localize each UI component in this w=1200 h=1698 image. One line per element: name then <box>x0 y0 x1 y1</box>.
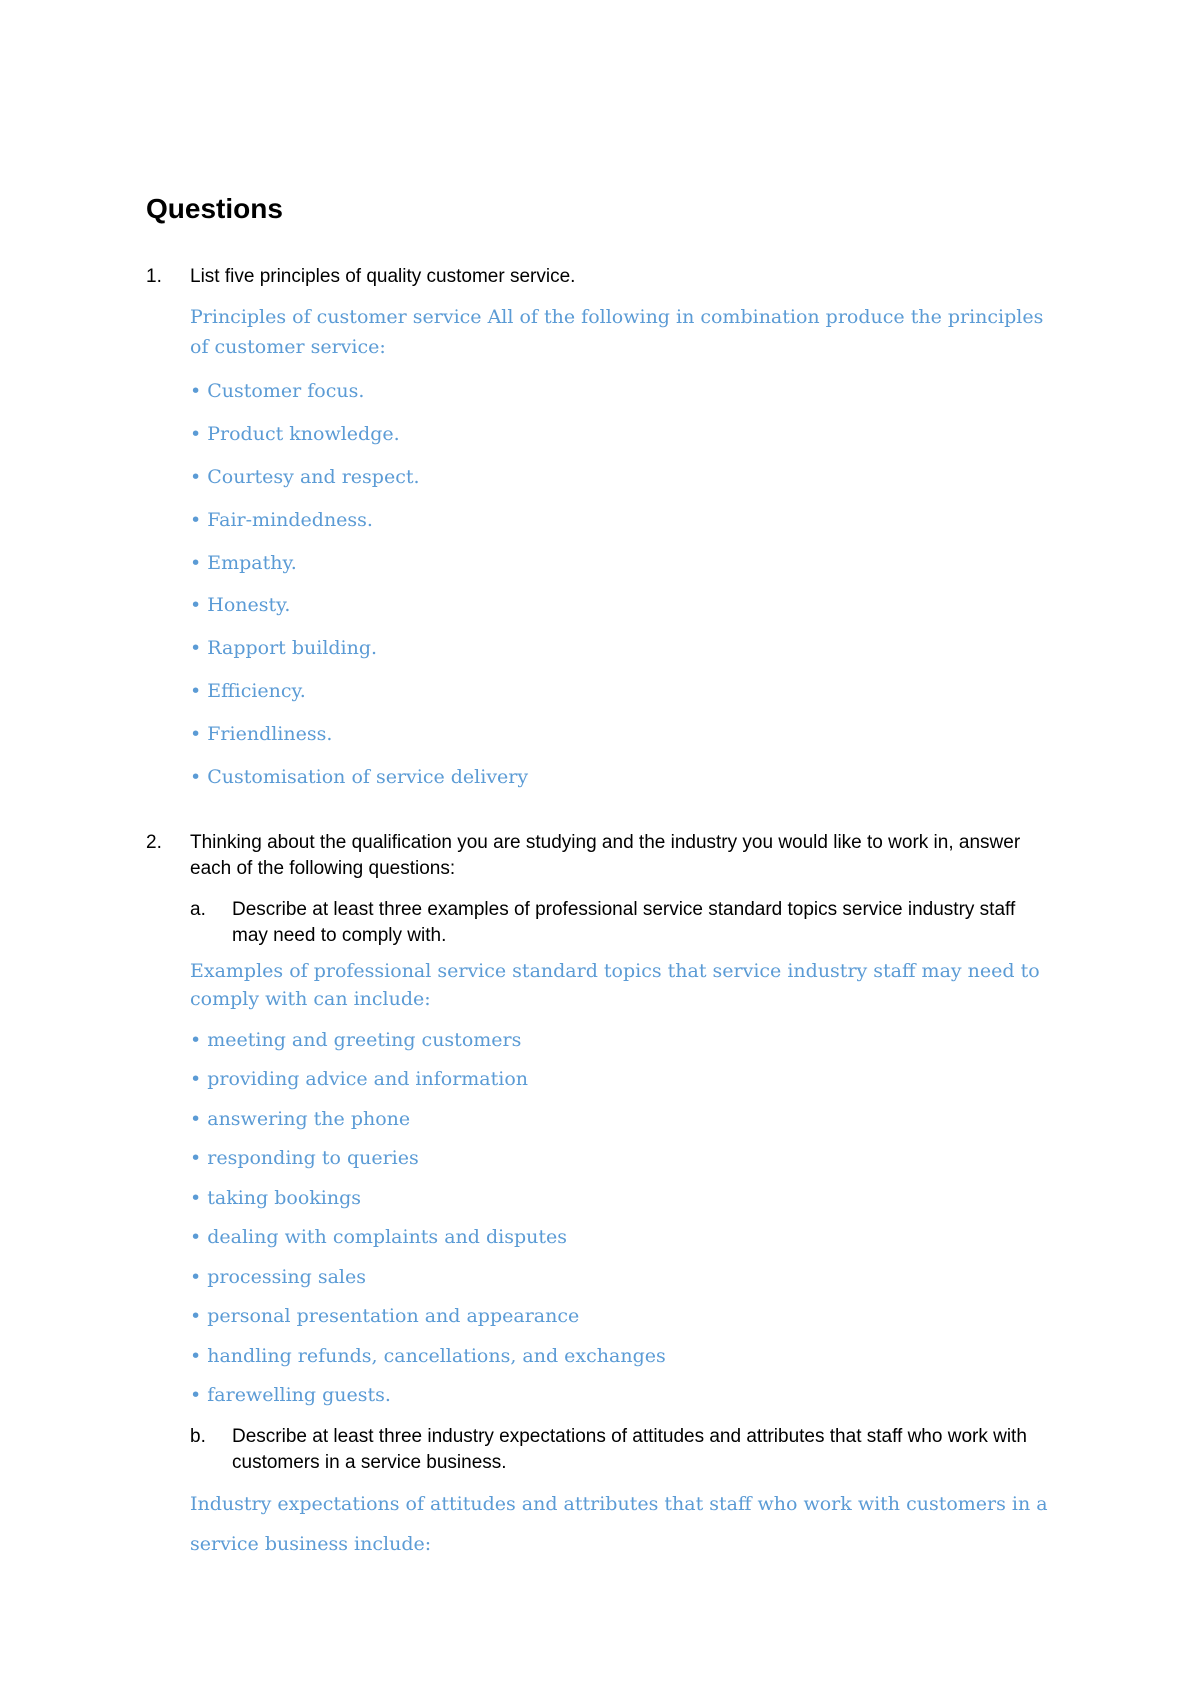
list-item: • Honesty. <box>190 594 291 616</box>
page-title: Questions <box>146 193 283 224</box>
list-item: • taking bookings <box>190 1187 362 1209</box>
list-item: • Customer focus. <box>190 380 365 402</box>
question-2a-text: Describe at least three examples of professional service standard topics service industry staff may need to comply with. <box>232 899 1016 946</box>
question-1-answer-intro: Principles of customer service All of the following in combination produce the principles of customer service: <box>190 306 1044 358</box>
question-2b-letter: b. <box>190 1426 206 1447</box>
list-item: • handling refunds, cancellations, and exchanges <box>190 1345 666 1367</box>
list-item: • Efficiency. <box>190 680 306 702</box>
list-item: • processing sales <box>190 1266 366 1288</box>
list-item: • Product knowledge. <box>190 423 400 445</box>
question-2b-answer-intro: Industry expectations of attitudes and attributes that staff who work with customers in a service business include: <box>190 1493 1048 1555</box>
list-item: • Empathy. <box>190 552 297 574</box>
list-item: • farewelling guests. <box>190 1384 391 1406</box>
question-2-text: Thinking about the qualification you are studying and the industry you would like to work in, answer each of the following questions: <box>190 832 1021 879</box>
question-2a-answer-intro: Examples of professional service standard topics that service industry staff may need to comply with can include: <box>190 960 1040 1010</box>
list-item: • providing advice and information <box>190 1068 529 1090</box>
list-item: • responding to queries <box>190 1147 419 1169</box>
list-item: • Fair-mindedness. <box>190 509 373 531</box>
list-item: • answering the phone <box>190 1108 411 1130</box>
list-item: • personal presentation and appearance <box>190 1305 580 1327</box>
list-item: • dealing with complaints and disputes <box>190 1226 568 1248</box>
list-item: • Customisation of service delivery <box>190 766 529 788</box>
question-2b-text: Describe at least three industry expectations of attitudes and attributes that staff who work with customers in a service business. <box>232 1426 1027 1473</box>
list-item: • Rapport building. <box>190 637 378 659</box>
list-item: • Friendliness. <box>190 723 333 745</box>
question-1-text: List five principles of quality customer service. <box>190 266 576 287</box>
list-item: • meeting and greeting customers <box>190 1029 522 1051</box>
question-2-number: 2. <box>146 832 162 853</box>
question-2a-letter: a. <box>190 899 206 920</box>
question-1-number: 1. <box>146 266 162 287</box>
list-item: • Courtesy and respect. <box>190 466 420 488</box>
